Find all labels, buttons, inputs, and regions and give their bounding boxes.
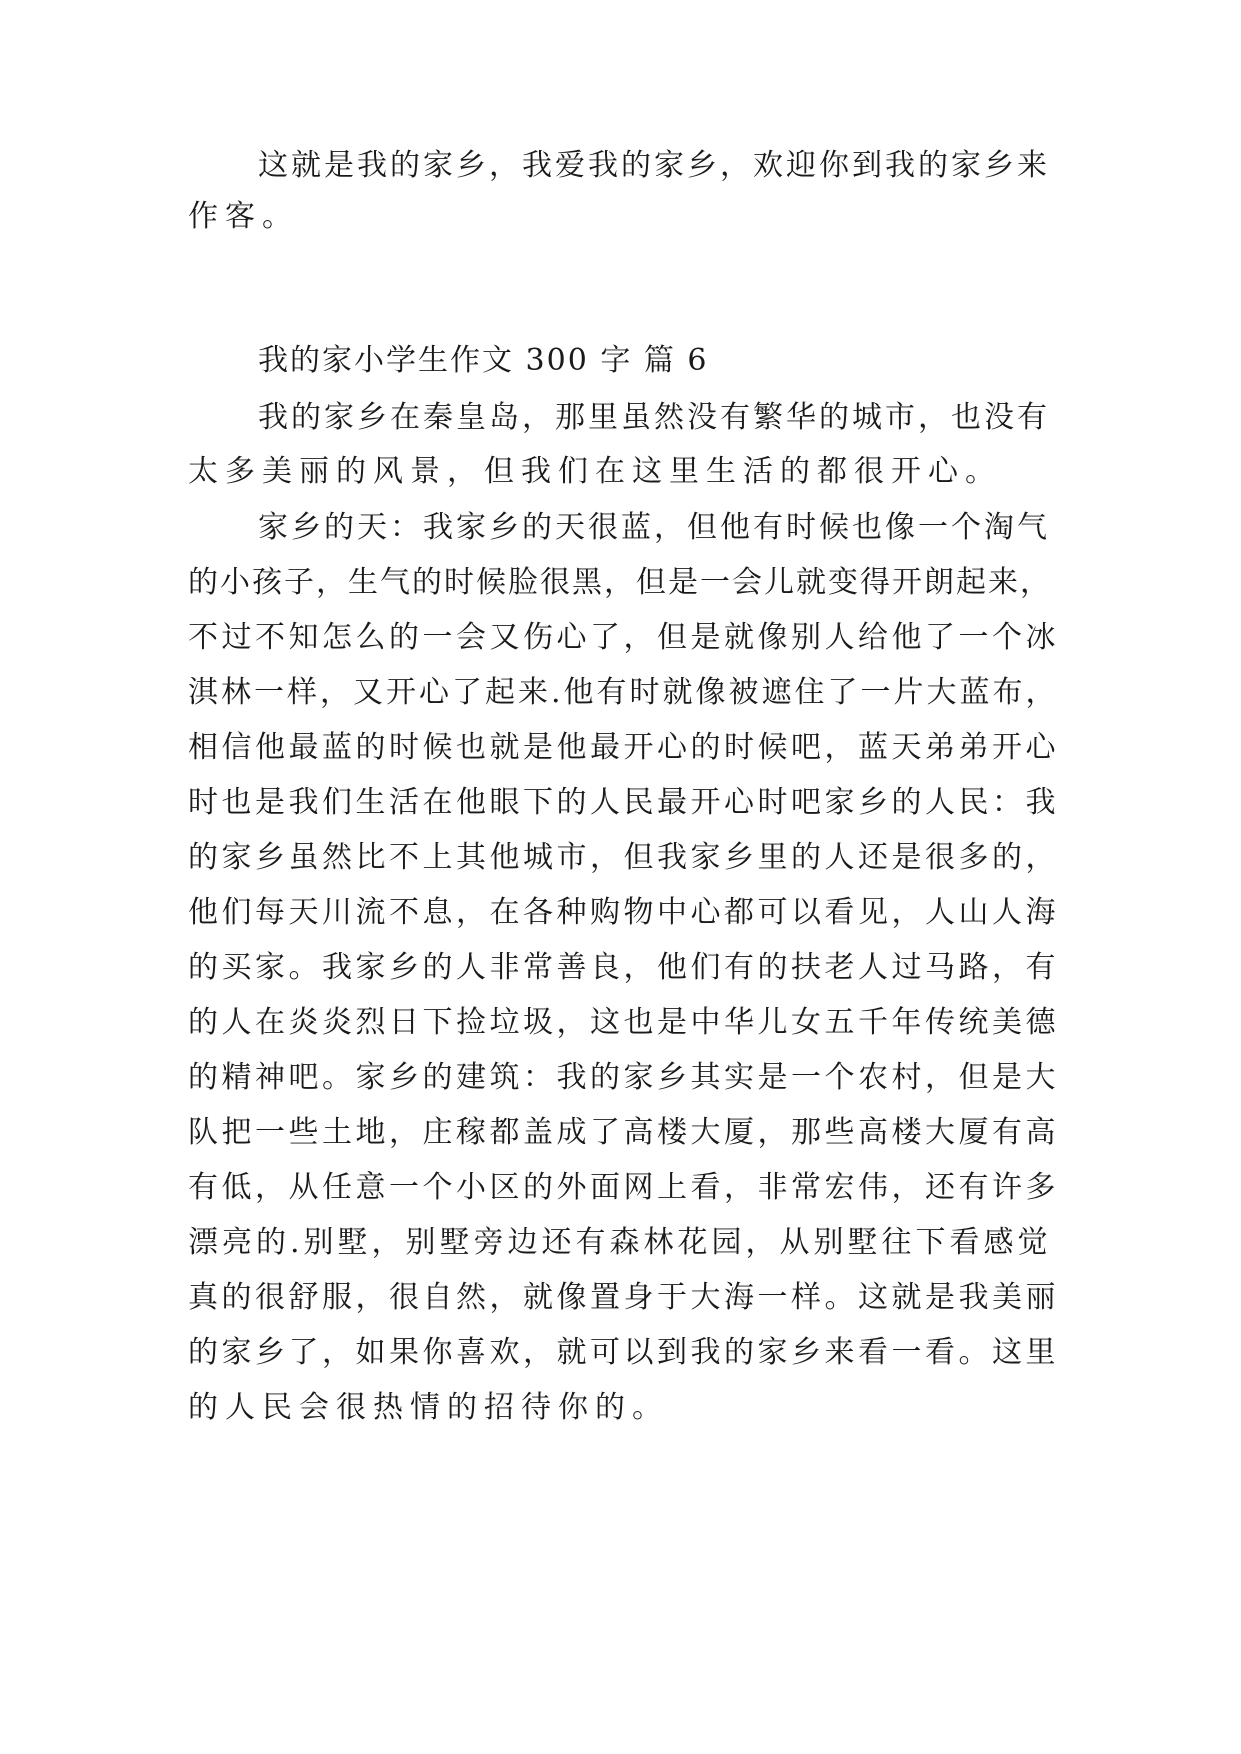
paragraph-3-line-11: 的精神吧。家乡的建筑：我的家乡其实是一个农村，但是大 <box>188 1060 1059 1095</box>
paragraph-3-line-13: 有低，从任意一个小区的外面网上看，非常宏伟，还有许多 <box>188 1170 1059 1205</box>
paragraph-3-line-7: 的家乡虽然比不上其他城市，但我家乡里的人还是很多的， <box>188 840 1059 875</box>
paragraph-3-line-17: 的人民会很热情的招待你的。 <box>188 1390 669 1425</box>
paragraph-2-line-2: 太多美丽的风景，但我们在这里生活的都很开心。 <box>188 454 1002 489</box>
paragraph-3-line-12: 队把一些土地，庄稼都盖成了高楼大厦，那些高楼大厦有高 <box>188 1115 1059 1150</box>
section-heading: 我的家小学生作文 300 字 篇 6 <box>258 343 709 378</box>
paragraph-1-line-2: 作客。 <box>188 199 299 234</box>
paragraph-3-line-5: 相信他最蓝的时候也就是他最开心的时候吧，蓝天弟弟开心 <box>188 730 1059 765</box>
paragraph-3-line-6: 时也是我们生活在他眼下的人民最开心时吧家乡的人民：我 <box>188 785 1059 820</box>
paragraph-3-line-1: 家乡的天：我家乡的天很蓝，但他有时候也像一个淘气 <box>258 510 1050 545</box>
paragraph-3-line-16: 的家乡了，如果你喜欢，就可以到我的家乡来看一看。这里 <box>188 1335 1059 1370</box>
paragraph-1-line-1: 这就是我的家乡，我爱我的家乡，欢迎你到我的家乡来 <box>258 148 1050 183</box>
paragraph-3-line-15: 真的很舒服，很自然，就像置身于大海一样。这就是我美丽 <box>188 1280 1059 1315</box>
paragraph-3-line-8: 他们每天川流不息，在各种购物中心都可以看见，人山人海 <box>188 895 1059 930</box>
paragraph-3-line-2: 的小孩子，生气的时候脸很黑，但是一会儿就变得开朗起来， <box>188 565 1052 600</box>
paragraph-3-line-10: 的人在炎炎烈日下捡垃圾，这也是中华儿女五千年传统美德 <box>188 1005 1059 1040</box>
paragraph-3-line-4: 淇林一样，又开心了起来.他有时就像被遮住了一片大蓝布， <box>188 675 1059 710</box>
paragraph-3-line-3: 不过不知怎么的一会又伤心了，但是就像别人给他了一个冰 <box>188 620 1059 655</box>
paragraph-3-line-9: 的买家。我家乡的人非常善良，他们有的扶老人过马路，有 <box>188 950 1059 985</box>
paragraph-3-line-14: 漂亮的.别墅，别墅旁边还有森林花园，从别墅往下看感觉 <box>188 1225 1052 1260</box>
paragraph-2-line-1: 我的家乡在秦皇岛，那里虽然没有繁华的城市，也没有 <box>258 400 1050 435</box>
